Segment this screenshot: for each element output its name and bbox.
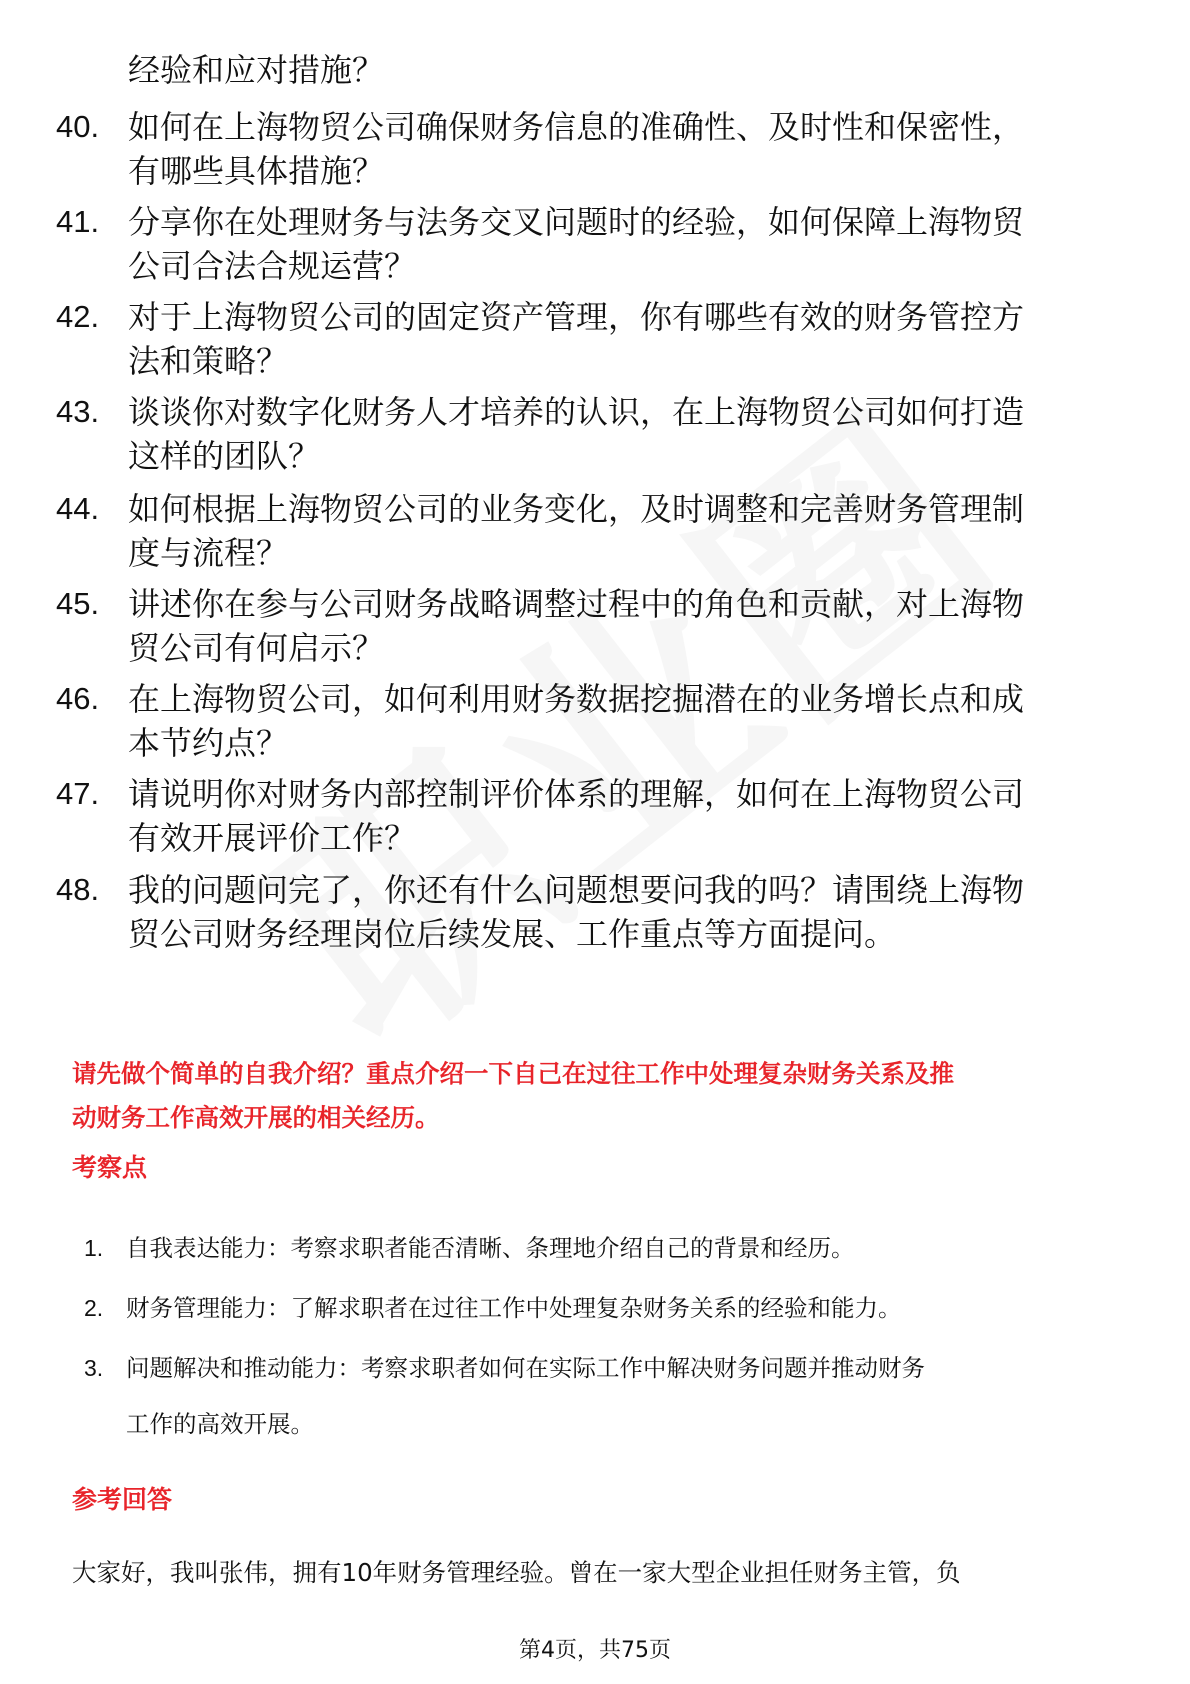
question-line: 我的问题问完了，你还有什么问题想要问我的吗？请围绕上海物 — [128, 871, 1025, 909]
assessment-number: 3. — [84, 1355, 104, 1381]
question-text — [128, 677, 1128, 765]
question-text — [128, 200, 1128, 288]
assessment-title: 考察点 — [72, 1153, 148, 1182]
question-continuation: 经验和应对措施？ — [128, 51, 385, 89]
assessment-text — [126, 1280, 1126, 1336]
question-text — [128, 487, 1128, 575]
question-line: 度与流程？ — [128, 534, 289, 572]
question-line: 有哪些具体措施？ — [128, 152, 385, 190]
question-line: 如何根据上海物贸公司的业务变化，及时调整和完善财务管理制 — [128, 490, 1025, 528]
question-text — [128, 772, 1128, 860]
question-line: 在上海物贸公司，如何利用财务数据挖掘潜在的业务增长点和成 — [128, 680, 1025, 718]
assessment-line: 工作的高效开展。 — [126, 1410, 314, 1438]
assessment-line: 问题解决和推动能力：考察求职者如何在实际工作中解决财务问题并推动财务 — [126, 1354, 925, 1382]
assessment-text — [126, 1220, 1126, 1276]
question-line: 本节约点？ — [128, 724, 289, 762]
assessment-line: 财务管理能力：了解求职者在过往工作中处理复杂财务关系的经验和能力。 — [126, 1294, 902, 1322]
question-number: 47. — [56, 776, 100, 811]
question-line: 分享你在处理财务与法务交叉问题时的经验，如何保障上海物贸 — [128, 203, 1025, 241]
question-line: 贸公司有何启示？ — [128, 629, 385, 667]
assessment-text — [126, 1340, 1126, 1452]
question-line: 对于上海物贸公司的固定资产管理，你有哪些有效的财务管控方 — [128, 298, 1025, 336]
question-number: 48. — [56, 872, 100, 907]
question-number: 44. — [56, 491, 100, 526]
question-line: 公司合法合规运营？ — [128, 247, 417, 285]
question-number: 40. — [56, 109, 100, 144]
question-line: 谈谈你对数字化财务人才培养的认识，在上海物贸公司如何打造 — [128, 393, 1025, 431]
question-line: 请说明你对财务内部控制评价体系的理解，如何在上海物贸公司 — [128, 775, 1025, 813]
question-number: 46. — [56, 681, 100, 716]
question-line: 贸公司财务经理岗位后续发展、工作重点等方面提问。 — [128, 915, 897, 953]
assessment-line: 自我表达能力：考察求职者能否清晰、条理地介绍自己的背景和经历。 — [126, 1234, 855, 1262]
featured-question-line: 动财务工作高效开展的相关经历。 — [72, 1103, 440, 1132]
assessment-number: 1. — [84, 1235, 104, 1261]
assessment-number: 2. — [84, 1295, 104, 1321]
question-line: 讲述你在参与公司财务战略调整过程中的角色和贡献，对上海物 — [128, 585, 1025, 623]
featured-question — [72, 1052, 1132, 1140]
question-text — [128, 582, 1128, 670]
reference-answer: 大家好，我叫张伟，拥有10年财务管理经验。曾在一家大型企业担任财务主管，负 — [72, 1558, 961, 1587]
question-number: 45. — [56, 586, 100, 621]
question-number: 43. — [56, 394, 100, 429]
question-line: 有效开展评价工作？ — [128, 819, 417, 857]
question-text — [128, 295, 1128, 383]
question-line: 这样的团队？ — [128, 437, 321, 475]
question-number: 42. — [56, 299, 100, 334]
question-text — [128, 390, 1128, 478]
question-text — [128, 868, 1128, 956]
page-number: 第4页，共75页 — [519, 1638, 671, 1663]
question-text — [128, 105, 1128, 193]
reference-title: 参考回答 — [72, 1485, 173, 1514]
featured-question-line: 请先做个简单的自我介绍？重点介绍一下自己在过往工作中处理复杂财务关系及推 — [72, 1059, 954, 1088]
question-line: 如何在上海物贸公司确保财务信息的准确性、及时性和保密性， — [128, 108, 1025, 146]
question-number: 41. — [56, 204, 100, 239]
question-line: 法和策略？ — [128, 342, 289, 380]
